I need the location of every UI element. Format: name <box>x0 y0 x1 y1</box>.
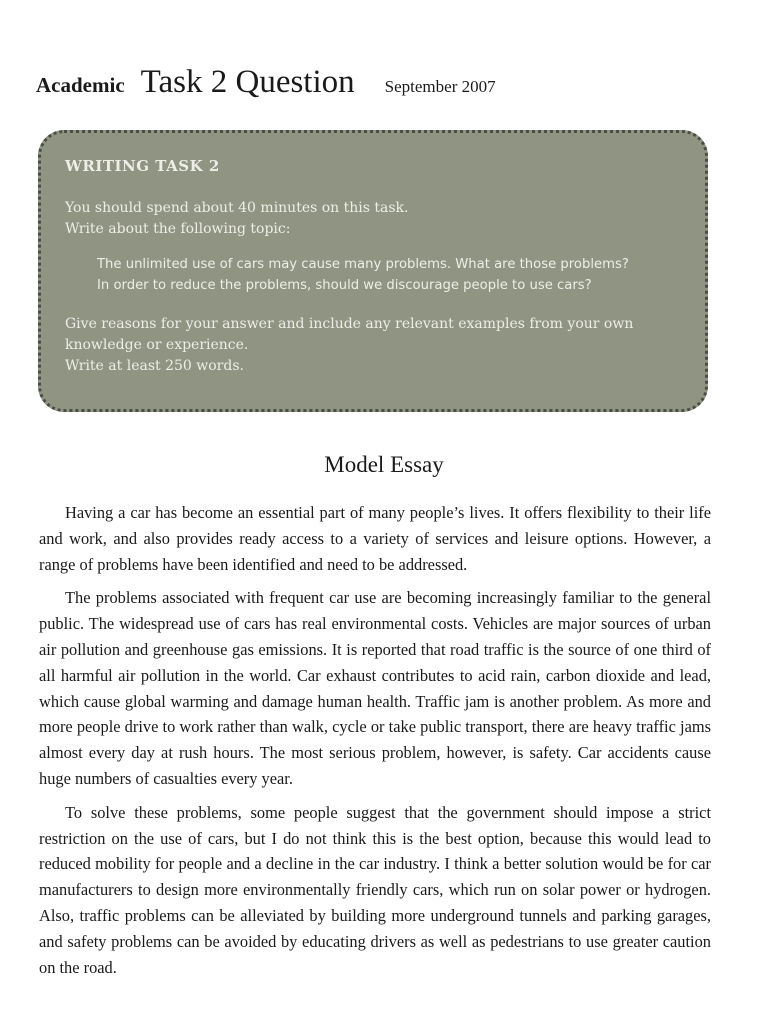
page-header <box>36 64 736 101</box>
task-word-instruction: Write at least 250 words. <box>65 358 244 374</box>
writing-task-box <box>38 130 708 412</box>
task-time-instruction: You should spend about 40 minutes on this task. <box>65 200 409 216</box>
essay-paragraph-2: The problems associated with frequent car use are becoming increasingly familiar to the general public. The widespread use of cars has real environmental costs. Vehicles are major sources of urban air pollution and greenhouse gas emissions. It is reported that road traffic is the source of one third of all harmful air pollution in the world. Car exhaust contributes to acid rain, carbon dioxide and lead, which cause global warming and damage human health. Traffic jam is another problem. As more and more people drive to work rather than walk, cycle or take public transport, there are heavy traffic jams almost every day at rush hours. The most serious problem, however, is safety. Car accidents cause huge numbers of casualties every year. <box>39 588 711 788</box>
task-topic-line-2: In order to reduce the problems, should we discourage people to use cars? <box>97 278 592 293</box>
task-topic-line-1: The unlimited use of cars may cause many problems. What are those problems? <box>97 257 629 272</box>
essay-title: Model Essay <box>324 452 444 477</box>
essay-body <box>39 500 711 988</box>
task-reason-instruction: Give reasons for your answer and include any relevant examples from your own knowledge or experience. <box>65 316 634 353</box>
task-topic <box>97 254 681 296</box>
task-topic-intro: Write about the following topic: <box>65 221 291 237</box>
header-date: September 2007 <box>384 77 496 96</box>
task-title: WRITING TASK 2 <box>65 157 220 175</box>
header-task-title: Task 2 Question <box>140 64 355 100</box>
essay-paragraph-1: Having a car has become an essential part of many people’s lives. It offers flexibility to their life and work, and also provides ready access to a variety of services and leisure options. However, a range of problems have been identified and need to be addressed. <box>39 503 711 574</box>
essay-paragraph-3: To solve these problems, some people suggest that the government should impose a strict restriction on the use of cars, but I do not think this is the best option, because this would lead to reduced mobility for people and a decline in the car industry. I think a better solution would be for car manufacturers to design more environmentally friendly cars, which run on solar power or hydrogen. Also, traffic problems can be alleviated by building more underground tunnels and parking garages, and safety problems can be avoided by educating drivers as well as pedestrians to use greater caution on the road. <box>39 802 711 977</box>
header-academic-label: Academic <box>36 73 125 97</box>
